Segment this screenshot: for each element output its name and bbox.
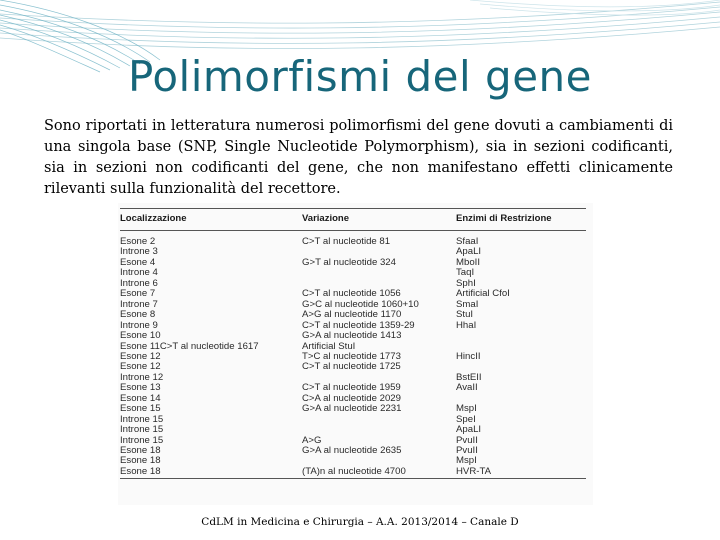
cell-enzima: MspI	[456, 403, 477, 415]
table-header-rule	[120, 230, 586, 231]
table-top-rule	[120, 208, 586, 209]
cell-localizzazione: Esone 14	[120, 392, 161, 404]
cell-localizzazione: Esone 12	[120, 350, 161, 362]
cell-variazione: G>C al nucleotide 1060+10	[302, 298, 419, 310]
cell-enzima: SphI	[456, 277, 476, 289]
cell-enzima: MboII	[456, 256, 480, 268]
cell-variazione: C>T al nucleotide 1056	[302, 288, 401, 300]
cell-localizzazione: Esone 18	[120, 455, 161, 467]
cell-localizzazione: Introne 15	[120, 413, 164, 425]
cell-enzima: PvuII	[456, 445, 478, 456]
table-bottom-rule	[120, 478, 586, 479]
cell-enzima: Artificial CfoI	[456, 288, 510, 300]
cell-localizzazione: Introne 15	[120, 434, 164, 446]
cell-variazione: C>T al nucleotide 1959	[302, 382, 401, 394]
cell-localizzazione: Introne 6	[120, 277, 158, 289]
cell-localizzazione: Esone 7	[120, 288, 156, 300]
header-variazione: Variazione	[302, 213, 349, 224]
cell-variazione: A>G	[302, 434, 322, 446]
cell-enzima: HVR-TA	[456, 465, 491, 477]
cell-variazione: C>T al nucleotide 1725	[302, 361, 401, 373]
cell-variazione: C>A al nucleotide 2029	[302, 392, 401, 404]
cell-variazione: G>A al nucleotide 1413	[302, 330, 402, 342]
cell-localizzazione: Esone 18	[120, 465, 161, 477]
cell-localizzazione: Esone 15	[120, 403, 161, 415]
cell-localizzazione: Esone 12	[120, 361, 161, 373]
cell-localizzazione: Esone 18	[120, 445, 161, 456]
slide-body-text: Sono riportati in letteratura numerosi polimorfismi del gene dovuti a cambiamenti di una singola base (SNP, Single Nucleotide Polymorphism), sia in sezioni codificanti, sia in sezioni non codificanti del gene, che non manifestano effetti clinicamente rilevanti sulla funzionalità del recettore.	[44, 118, 673, 197]
cell-enzima: AvaII	[456, 382, 478, 394]
header-enzimi: Enzimi di Restrizione	[456, 213, 552, 224]
cell-variazione: A>G al nucleotide 1170	[302, 309, 402, 321]
cell-variazione: Artificial StuI	[302, 340, 356, 352]
cell-enzima: HhaI	[456, 319, 477, 331]
cell-localizzazione: Introne 15	[120, 424, 164, 436]
cell-enzima: ApaLI	[456, 246, 482, 258]
cell-localizzazione: Esone 13	[120, 382, 161, 394]
cell-enzima: SpeI	[456, 413, 476, 425]
cell-enzima: HincII	[456, 350, 481, 362]
cell-localizzazione: Esone 10	[120, 330, 161, 342]
slide-footer: CdLM in Medicina e Chirurgia – A.A. 2013/2014 – Canale D	[201, 516, 519, 528]
cell-variazione: G>A al nucleotide 2231	[302, 403, 402, 415]
cell-localizzazione: Introne 3	[120, 246, 158, 258]
cell-enzima: SmaI	[456, 298, 479, 310]
cell-enzima: SfaaI	[456, 236, 479, 247]
cell-enzima: StuI	[456, 309, 474, 321]
cell-enzima: MspI	[456, 455, 477, 467]
cell-localizzazione: Introne 9	[120, 319, 158, 331]
cell-localizzazione: Esone 8	[120, 309, 156, 321]
cell-localizzazione: Esone 2	[120, 236, 156, 247]
cell-localizzazione: Introne 7	[120, 298, 158, 310]
cell-enzima: BstEII	[456, 371, 482, 383]
cell-variazione: G>T al nucleotide 324	[302, 256, 396, 268]
slide-title: Polimorfismi del gene	[128, 52, 592, 101]
cell-variazione: T>C al nucleotide 1773	[302, 350, 401, 362]
cell-variazione: C>T al nucleotide 81	[302, 236, 391, 247]
cell-enzima: PvuII	[456, 434, 478, 446]
cell-localizzazione: Introne 12	[120, 371, 164, 383]
header-localizzazione: Localizzazione	[120, 213, 187, 224]
cell-localizzazione: Esone 11C>T al nucleotide 1617	[120, 340, 259, 352]
cell-variazione: G>A al nucleotide 2635	[302, 445, 402, 456]
polymorphism-table	[118, 203, 593, 505]
cell-enzima: ApaLI	[456, 424, 482, 436]
cell-enzima: TaqI	[456, 267, 475, 279]
cell-variazione: C>T al nucleotide 1359-29	[302, 319, 415, 331]
cell-localizzazione: Esone 4	[120, 256, 156, 268]
cell-localizzazione: Introne 4	[120, 267, 158, 279]
cell-variazione: (TA)n al nucleotide 4700	[302, 465, 406, 477]
